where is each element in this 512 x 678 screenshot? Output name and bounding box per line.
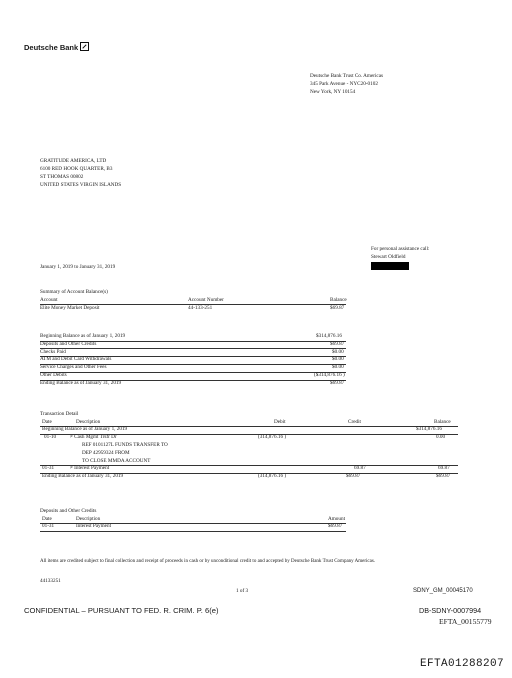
balance-value: $69.87: [330, 379, 345, 386]
balance-label: Ending Balance as of January 31, 2019: [40, 379, 122, 386]
statement-period: January 1, 2019 to January 31, 2019: [40, 264, 116, 270]
customer-address-line: ST THOMAS 00802: [40, 174, 84, 180]
balance-label: ATM and Debit Card Withdrawals: [40, 356, 112, 363]
bank-address: [310, 72, 383, 96]
page-number: 1 of 3: [236, 588, 249, 594]
tx-header-date: Date: [42, 418, 52, 425]
deposits-header-amount: Amount: [328, 515, 346, 522]
tx-header-debit: Debit: [274, 418, 286, 425]
bank-address-line: 345 Park Avenue - NYC20-0102: [310, 81, 378, 87]
customer-address-line: GRATITUDE AMERICA, LTD: [40, 158, 107, 164]
deposits-section: [40, 508, 360, 536]
tx-beginning-desc: Beginning Balance as of January 1, 2019: [42, 426, 128, 433]
balance-label: Service Charges and Other Fees: [40, 364, 107, 371]
tx-date: 01-10: [44, 434, 57, 441]
transaction-title: Transaction Detail: [40, 411, 79, 417]
customer-address: [40, 157, 121, 189]
summary-header-balance: Balance: [330, 296, 347, 303]
bank-address-line: Deutsche Bank Trust Co. Americas: [310, 73, 384, 79]
assistance-label: For personal assistance call:: [371, 246, 430, 252]
assistance-contact: Stewart Oldfield: [371, 254, 406, 260]
summary-account-name: Elite Money Market Deposit: [40, 304, 100, 311]
efta-bates-number: EFTA01288207: [420, 658, 505, 670]
summary-section: [40, 289, 360, 319]
tx-ending-debit: (314,876.16 ): [258, 473, 287, 480]
deposit-description: Interest Payment: [76, 523, 112, 530]
balance-value: $0.00: [332, 356, 344, 363]
summary-account-number: 44-133-251: [188, 304, 213, 311]
deposit-amount: $69.87: [328, 523, 343, 530]
confidential-notice: CONFIDENTIAL – PURSUANT TO FED. R. CRIM. P. 6(e): [24, 606, 219, 615]
bank-logo-text: Deutsche Bank: [24, 43, 79, 52]
deposits-header-description: Description: [76, 515, 101, 522]
tx-balance: 69.87: [438, 465, 450, 472]
tx-description: ≠ Interest Payment: [70, 465, 110, 472]
tx-detail-line: TO CLOSE MMDA ACCOUNT: [82, 457, 151, 464]
summary-header-account: Account: [40, 296, 58, 303]
collection-notice: All items are credited subject to final collection and receipt of proceeds in cash or by unconditional credit to and accepted by Deutsche Bank Trust Company Americas.: [40, 559, 376, 564]
tx-date: 01-31: [42, 465, 55, 472]
tx-header-credit: Credit: [348, 418, 361, 425]
tx-detail-line: DEP 42959324 FROM: [82, 449, 130, 456]
account-reference: 44133251: [40, 578, 61, 584]
tx-balance: 0.00: [436, 434, 446, 441]
customer-address-line: UNITED STATES VIRGIN ISLANDS: [40, 182, 122, 188]
tx-description: ≠ Cash Mgmt Trsfr Dr: [70, 434, 117, 441]
summary-header-account-number: Account Number: [188, 296, 224, 303]
transaction-detail: [40, 411, 460, 497]
tx-detail-line: REF 0101127L FUNDS TRANSFER TO: [82, 441, 168, 448]
redaction-block: [371, 262, 409, 270]
bank-address-line: New York, NY 10154: [310, 89, 356, 95]
summary-balance: $69.87: [330, 304, 345, 311]
deutsche-bank-slash-icon: [80, 42, 89, 51]
balance-value: $69.87: [330, 340, 345, 347]
deposit-date: 01-31: [42, 523, 55, 530]
balance-label: Beginning Balance as of January 1, 2019: [40, 333, 126, 339]
balance-value: $314,876.16: [316, 333, 342, 339]
tx-beginning-balance: $314,876.16: [416, 426, 442, 433]
balance-label: Checks Paid: [40, 348, 66, 355]
tx-credit: 69.87: [354, 465, 366, 472]
efta-small-number: EFTA_00155779: [439, 617, 492, 626]
bank-logo: [24, 42, 89, 52]
tx-debit: (314,876.16 ): [258, 434, 287, 441]
tx-ending-desc: Ending Balance as of January 31, 2019: [42, 473, 124, 480]
tx-header-description: Description: [76, 418, 101, 425]
deposits-header-date: Date: [42, 515, 52, 522]
balance-value: ($314,876.16 ): [314, 372, 345, 378]
balance-value: $0.00: [332, 348, 344, 355]
balance-summary: [40, 333, 360, 397]
tx-ending-credit: $69.87: [346, 473, 361, 480]
bates-sdny-number: SDNY_GM_00045170: [413, 588, 473, 594]
summary-title: Summary of Account Balance(s): [40, 289, 108, 295]
customer-address-line: 6100 RED HOOK QUARTER, B3: [40, 166, 113, 172]
tx-ending-balance: $69.87: [436, 473, 451, 480]
db-sdny-number: DB-SDNY-0007994: [419, 606, 482, 615]
balance-label: Deposits and Other Credits: [40, 340, 97, 347]
tx-header-balance: Balance: [434, 418, 451, 425]
balance-label: Other Debits: [40, 372, 67, 378]
balance-value: $0.00: [332, 364, 344, 371]
deposits-title: Deposits and Other Credits: [40, 508, 97, 514]
